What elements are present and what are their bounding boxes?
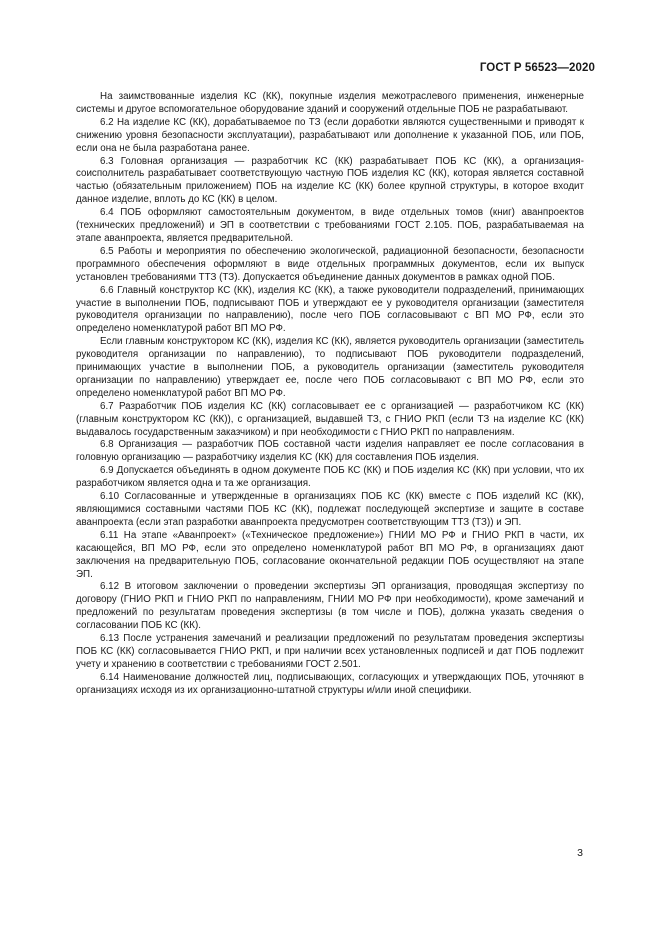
paragraph: 6.10 Согласованные и утвержденные в организациях ПОБ КС (КК) вместе с ПОБ изделий КС (КК), являющимися составными частями ПОБ КС (КК), подлежат последующей экспертизе и защите в составе аванпроекта (если этап разработки аванпроекта предусмотрен соответствующим ТТЗ (ТЗ)) и ЭП. <box>76 491 584 528</box>
paragraph: 6.3 Головная организация — разработчик КС (КК) разрабатывает ПОБ КС (КК), а организация-соисполнитель разрабатывает соответствующую частную ПОБ изделия КС (КК), которая является составной частью (обязательным приложением) ПОБ на изделие КС (КК) более крупной структуры, в которое входит данное изделие, вплоть до КС (КК) в целом. <box>76 155 584 206</box>
paragraph: 6.14 Наименование должностей лиц, подписывающих, согласующих и утверждающих ПОБ, уточняют в организациях исходя из их организационно-штатной структуры и/или иной специфики. <box>76 671 584 696</box>
paragraph: 6.11 На этапе «Аванпроект» («Техническое предложение») ГНИИ МО РФ и ГНИО РКП в части, их касающейся, ВП МО РФ, если это определено номенклатурой работ ВП МО РФ, в организациях дают заключения на предварительную ПОБ, согласование окончательной редакции ПОБ осуществляют на этапе ЭП. <box>76 529 584 580</box>
body-text <box>76 91 584 698</box>
paragraph: 6.8 Организация — разработчик ПОБ составной части изделия направляет ее после согласования в головную организацию — разработчику изделия КС (КК) для составления ПОБ изделия. <box>76 439 584 464</box>
paragraph: 6.6 Главный конструктор КС (КК), изделия КС (КК), а также руководители подразделений, принимающих участие в выполнении ПОБ, подписывают ПОБ и утверждают ее у руководителя организации (заместителя руководителя организации по направлению), после чего ПОБ согласовывают с ВП МО РФ, если это определено номенклатурой работ ВП МО РФ. <box>76 284 584 335</box>
page-number: 3 <box>577 847 583 859</box>
paragraph: 6.13 После устранения замечаний и реализации предложений по результатам проведения экспертизы ПОБ КС (КК) согласовывается ГНИО РКП, и при наличии всех установленных подписей и дат ПОБ подлежит учету и хранению в соответствии с требованиями ГОСТ 2.501. <box>76 633 584 670</box>
paragraph: 6.9 Допускается объединять в одном документе ПОБ КС (КК) и ПОБ изделия КС (КК) при условии, что их разработчиком является одна и та же организация. <box>76 465 584 490</box>
standard-id-header: ГОСТ Р 56523—2020 <box>479 62 595 74</box>
paragraph: 6.5 Работы и мероприятия по обеспечению экологической, радиационной безопасности, безопасности программного обеспечения оформляют в виде отдельных программных документов, если их выпуск установлен требованиями ТТЗ (ТЗ). Допускается объединение данных документов в рамках одной ПОБ. <box>76 245 584 283</box>
paragraph: 6.12 В итоговом заключении о проведении экспертизы ЭП организация, проводящая экспертизу по договору (ГНИО РКП и ГНИО РКП по направлениям, ГНИИ МО РФ при необходимости), кроме замечаний и предложений по результатам проведения экспертизы (в том числе и ПОБ), должна указать сведения о согласовании ПОБ КС (КК). <box>76 581 584 632</box>
paragraph: На заимствованные изделия КС (КК), покупные изделия межотраслевого применения, инженерные системы и другое вспомогательное оборудование зданий и сооружений отдельные ПОБ не разрабатывают. <box>76 91 584 115</box>
paragraph: 6.4 ПОБ оформляют самостоятельным документом, в виде отдельных томов (книг) аванпроектов (технических предложений) и ЭП в соответствии с требованиями ГОСТ 2.105. ПОБ, разрабатываемая на этапе аванпроекта, является предварительной. <box>76 207 584 244</box>
paragraph: 6.2 На изделие КС (КК), дорабатываемое по ТЗ (если доработки являются существенными и приводят к снижению уровня безопасности эксплуатации), разрабатывают или дополнение к указанной ПОБ, или ПОБ, если она не была разработана ранее. <box>76 116 584 154</box>
paragraph: Если главным конструктором КС (КК), изделия КС (КК), является руководитель организации (заместитель руководителя организации по направлению), то подписывают ПОБ руководители подразделений, принимающих участие в выполнении ПОБ, а руководитель организации (заместитель руководителя организации по направлению) утверждает ее, после чего ПОБ согласовывают с ВП МО РФ, если это определено номенклатурой работ ВП МО РФ. <box>76 336 584 399</box>
paragraph: 6.7 Разработчик ПОБ изделия КС (КК) согласовывает ее с организацией — разработчиком КС (КК) (главным конструктором КС (КК)), с организацией, выдавшей ТЗ, с ГНИО РКП (если ТЗ на изделие КС (КК) выдавалось государственным заказчиком) и при необходимости с ГНИО РКП по направлениям. <box>76 400 584 438</box>
